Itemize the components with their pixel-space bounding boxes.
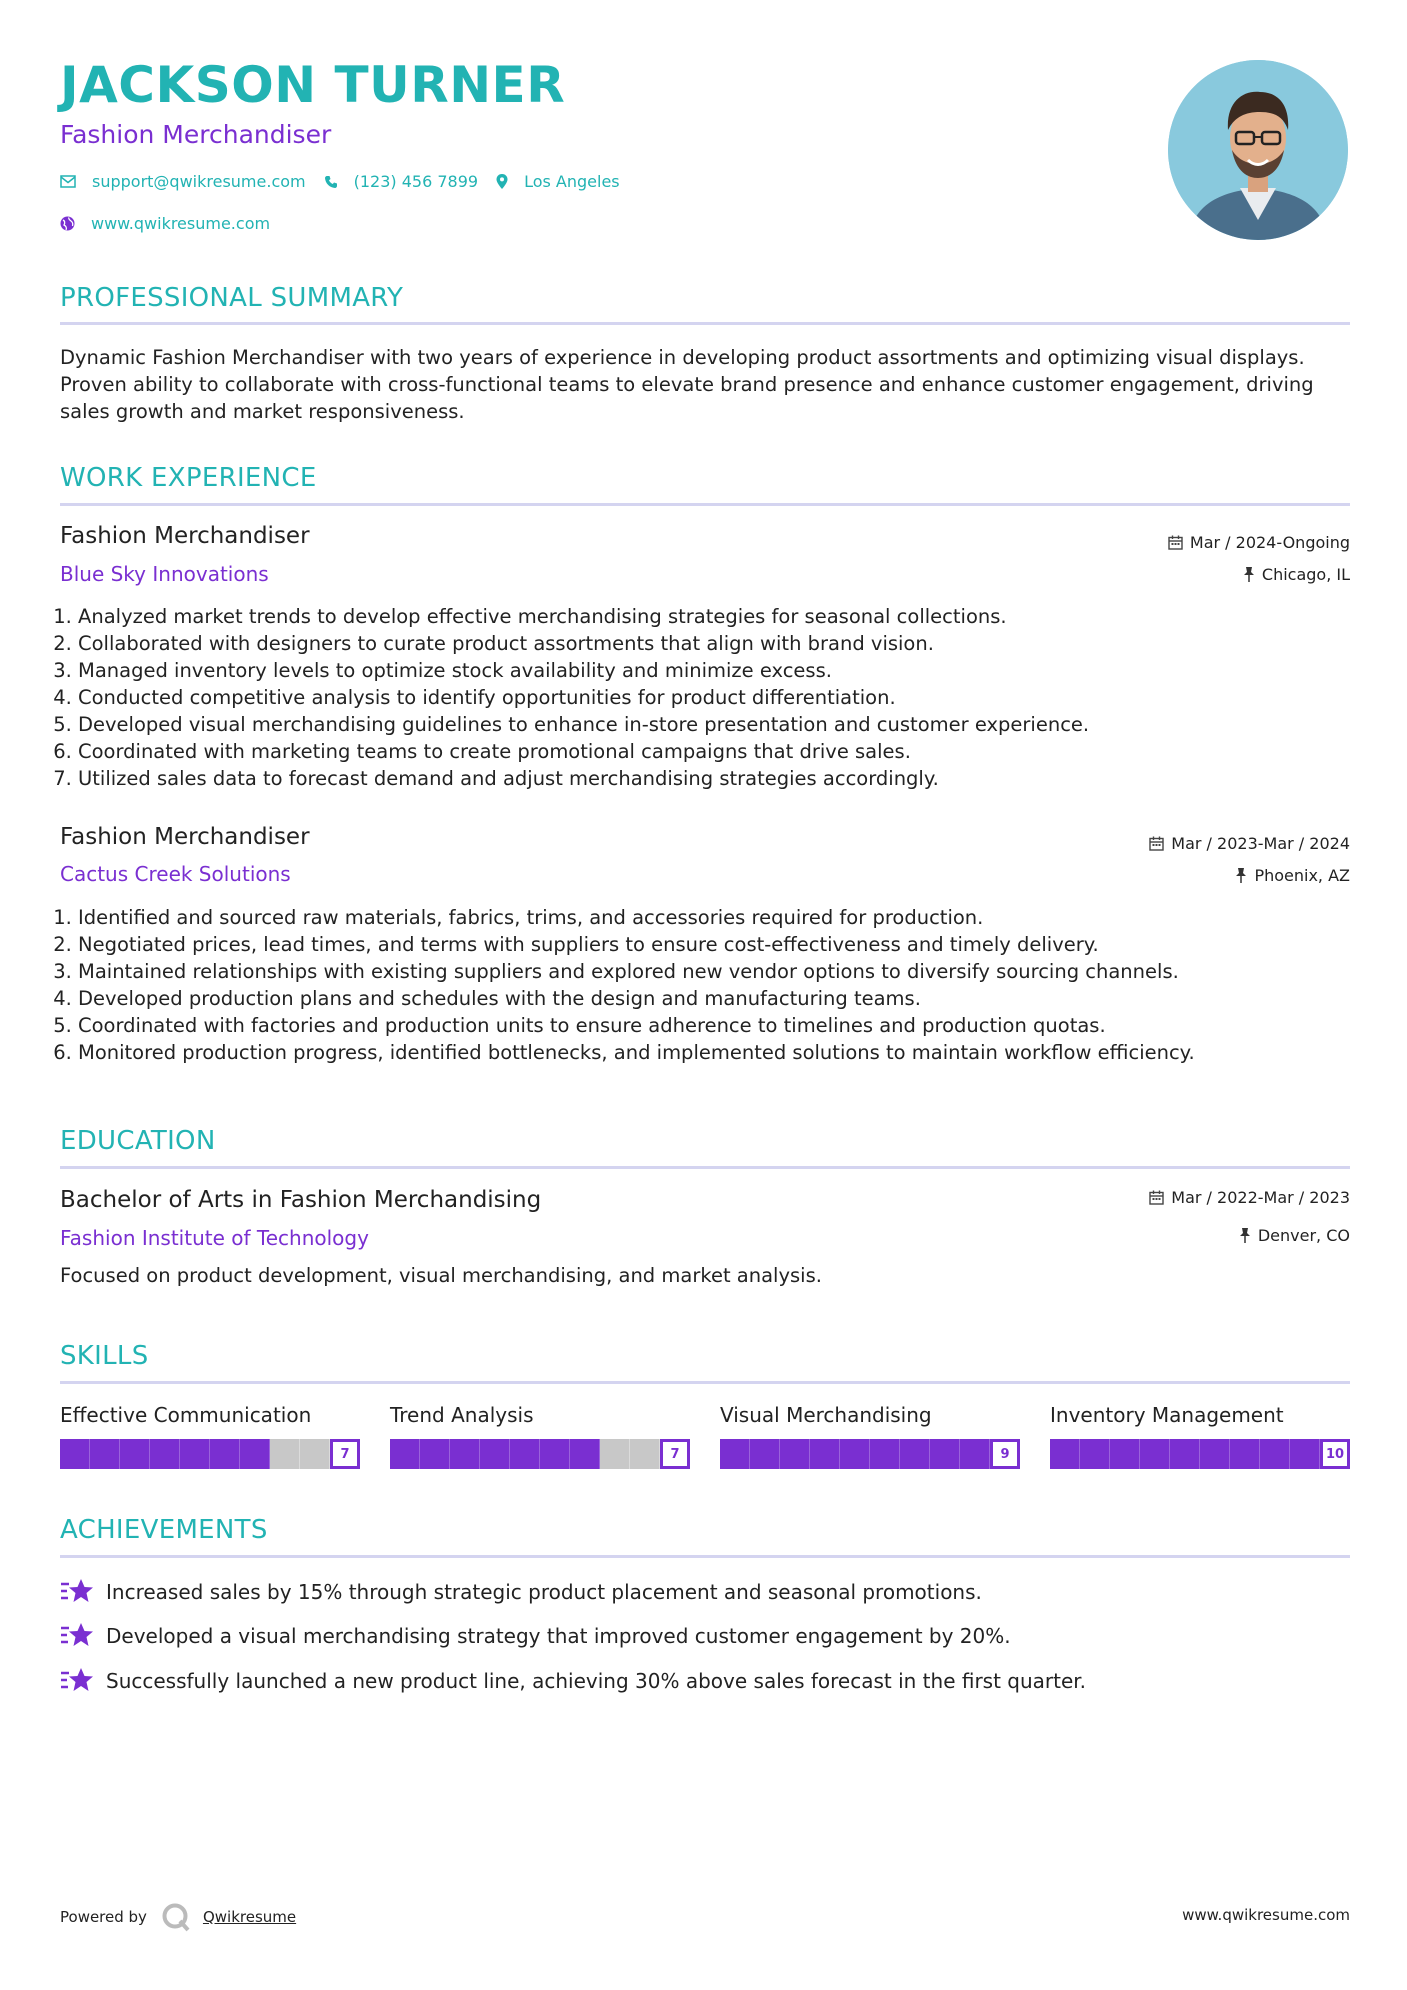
skill-segment <box>1110 1439 1140 1469</box>
skill-segment <box>930 1439 960 1469</box>
calendar-icon <box>1149 1190 1164 1205</box>
skill-level-badge: 7 <box>330 1439 360 1469</box>
skill-bar <box>720 1439 1020 1469</box>
skill-segment <box>150 1439 180 1469</box>
candidate-name: JACKSON TURNER <box>60 56 566 114</box>
list-item: 4. Conducted competitive analysis to identify opportunities for product differentiation. <box>78 684 1353 711</box>
education-divider <box>60 1166 1350 1169</box>
skill-segment <box>810 1439 840 1469</box>
skill-visual-merchandising <box>720 1403 1020 1469</box>
list-item: 4. Developed production plans and schedules with the design and manufacturing teams. <box>78 985 1353 1012</box>
job-1-dates <box>1168 533 1350 552</box>
skill-segment <box>1260 1439 1290 1469</box>
job-2-bullets <box>60 904 1353 1066</box>
skill-segment <box>540 1439 570 1469</box>
contact-website[interactable] <box>60 214 270 233</box>
skill-name: Effective Communication <box>60 1403 312 1427</box>
list-item: 3. Managed inventory levels to optimize stock availability and minimize excess. <box>78 657 1353 684</box>
achievement-text: Increased sales by 15% through strategic product placement and seasonal promotions. <box>106 1580 982 1604</box>
contact-location <box>496 172 620 191</box>
achievement-text: Developed a visual merchandising strategy that improved customer engagement by 20%. <box>106 1624 1011 1648</box>
education-location <box>1239 1226 1350 1245</box>
skill-segment <box>1050 1439 1080 1469</box>
skill-name: Inventory Management <box>1050 1403 1284 1427</box>
skill-segment <box>510 1439 540 1469</box>
job-2-location <box>1235 866 1350 885</box>
email-text: support@qwikresume.com <box>92 172 306 191</box>
skill-trend-analysis <box>390 1403 690 1469</box>
achievement-item <box>60 1578 982 1606</box>
skill-level-badge: 10 <box>1320 1439 1350 1469</box>
footer-powered-by <box>60 1902 296 1932</box>
skill-segment <box>1140 1439 1170 1469</box>
pushpin-icon <box>1235 868 1247 883</box>
list-item: 6. Monitored production progress, identified bottlenecks, and implemented solutions to maintain workflow efficiency. <box>78 1039 1353 1066</box>
achievement-text: Successfully launched a new product line, achieving 30% above sales forecast in the first quarter. <box>106 1669 1087 1693</box>
list-item: 3. Maintained relationships with existing suppliers and explored new vendor options to diversify sourcing channels. <box>78 958 1353 985</box>
website-text: www.qwikresume.com <box>91 214 271 233</box>
skill-bar <box>60 1439 360 1469</box>
job-2-location-text: Phoenix, AZ <box>1254 866 1350 885</box>
skill-segment <box>420 1439 450 1469</box>
skill-name: Trend Analysis <box>390 1403 534 1427</box>
pushpin-icon <box>1239 1228 1251 1243</box>
education-dates <box>1149 1188 1350 1207</box>
job-1-location-text: Chicago, IL <box>1261 565 1350 584</box>
education-degree: Bachelor of Arts in Fashion Merchandising <box>60 1187 542 1213</box>
calendar-icon <box>1149 836 1164 851</box>
job-1-location <box>1243 565 1350 584</box>
map-pin-icon <box>496 174 508 189</box>
skill-segment <box>450 1439 480 1469</box>
skill-level-badge: 7 <box>660 1439 690 1469</box>
summary-divider <box>60 322 1350 325</box>
skill-segment <box>60 1439 90 1469</box>
skill-segment <box>960 1439 990 1469</box>
skill-segment <box>600 1439 630 1469</box>
job-2-dates <box>1149 834 1350 853</box>
skill-segment <box>180 1439 210 1469</box>
skill-segment <box>750 1439 780 1469</box>
resume-page <box>60 0 1350 1990</box>
summary-heading: PROFESSIONAL SUMMARY <box>60 283 404 313</box>
skill-segment <box>1230 1439 1260 1469</box>
list-item: 2. Collaborated with designers to curate product assortments that align with brand vision. <box>78 630 1353 657</box>
skill-segment <box>240 1439 270 1469</box>
skill-segment <box>1170 1439 1200 1469</box>
star-icon <box>60 1622 94 1650</box>
skill-segment <box>120 1439 150 1469</box>
skill-level-badge: 9 <box>990 1439 1020 1469</box>
calendar-icon <box>1168 535 1183 550</box>
education-dates-text: Mar / 2022-Mar / 2023 <box>1171 1188 1350 1207</box>
skill-segment <box>870 1439 900 1469</box>
skill-segment <box>570 1439 600 1469</box>
skill-bar <box>390 1439 690 1469</box>
skill-segment <box>390 1439 420 1469</box>
education-location-text: Denver, CO <box>1257 1226 1350 1245</box>
job-1-bullets <box>60 603 1353 792</box>
skill-segment <box>630 1439 660 1469</box>
qwikresume-logo-icon <box>161 1902 191 1932</box>
education-heading: EDUCATION <box>60 1126 216 1156</box>
job-2-company: Cactus Creek Solutions <box>60 862 291 886</box>
skill-segment <box>900 1439 930 1469</box>
qwikresume-link[interactable]: Qwikresume <box>202 1908 297 1926</box>
profile-photo <box>1168 60 1348 240</box>
globe-icon <box>60 216 75 231</box>
achievements-heading: ACHIEVEMENTS <box>60 1515 268 1545</box>
education-description: Focused on product development, visual merchandising, and market analysis. <box>60 1264 822 1287</box>
education-school: Fashion Institute of Technology <box>60 1226 369 1250</box>
skill-segment <box>1290 1439 1320 1469</box>
achievements-divider <box>60 1555 1350 1558</box>
candidate-role: Fashion Merchandiser <box>60 120 332 149</box>
footer-website[interactable]: www.qwikresume.com <box>1182 1906 1350 1924</box>
skill-bar <box>1050 1439 1350 1469</box>
contact-email[interactable] <box>60 172 306 191</box>
job-1-dates-text: Mar / 2024-Ongoing <box>1189 533 1350 552</box>
skill-inventory-management <box>1050 1403 1350 1469</box>
skill-segment <box>210 1439 240 1469</box>
envelope-icon <box>60 175 76 188</box>
star-icon <box>60 1578 94 1606</box>
experience-heading: WORK EXPERIENCE <box>60 463 317 493</box>
list-item: 1. Identified and sourced raw materials, fabrics, trims, and accessories required for production. <box>78 904 1353 931</box>
achievement-item <box>60 1667 1086 1695</box>
skill-segment <box>300 1439 330 1469</box>
experience-divider <box>60 503 1350 506</box>
contact-row-2 <box>60 214 288 233</box>
skill-segment <box>90 1439 120 1469</box>
skill-segment <box>270 1439 300 1469</box>
skill-segment <box>780 1439 810 1469</box>
powered-by-label: Powered by <box>60 1908 147 1926</box>
skill-segment <box>840 1439 870 1469</box>
skill-segment <box>1200 1439 1230 1469</box>
achievement-item <box>60 1622 1011 1650</box>
job-2-dates-text: Mar / 2023-Mar / 2024 <box>1171 834 1350 853</box>
location-text: Los Angeles <box>524 172 620 191</box>
list-item: 2. Negotiated prices, lead times, and terms with suppliers to ensure cost-effectiveness and timely delivery. <box>78 931 1353 958</box>
job-1-title: Fashion Merchandiser <box>60 523 310 549</box>
star-icon <box>60 1667 94 1695</box>
list-item: 6. Coordinated with marketing teams to create promotional campaigns that drive sales. <box>78 738 1353 765</box>
contact-phone[interactable] <box>324 172 478 191</box>
list-item: 5. Coordinated with factories and production units to ensure adherence to timelines and production quotas. <box>78 1012 1353 1039</box>
phone-text: (123) 456 7899 <box>353 172 479 191</box>
phone-icon <box>324 175 338 189</box>
list-item: 5. Developed visual merchandising guidelines to enhance in-store presentation and customer experience. <box>78 711 1353 738</box>
list-item: 7. Utilized sales data to forecast demand and adjust merchandising strategies accordingly. <box>78 765 1353 792</box>
skill-segment <box>480 1439 510 1469</box>
skill-effective-communication <box>60 1403 360 1469</box>
skill-name: Visual Merchandising <box>720 1403 932 1427</box>
summary-text: Dynamic Fashion Merchandiser with two years of experience in developing product assortments and optimizing visual displays. Proven ability to collaborate with cross-functional teams to elevate brand presence and enhance customer engagement, driving sales growth and market responsiveness. <box>60 346 1314 423</box>
job-1-company: Blue Sky Innovations <box>60 562 269 586</box>
skill-segment <box>1080 1439 1110 1469</box>
skill-segment <box>720 1439 750 1469</box>
job-2-title: Fashion Merchandiser <box>60 824 310 850</box>
contact-row-1 <box>60 172 638 191</box>
list-item: 1. Analyzed market trends to develop effective merchandising strategies for seasonal collections. <box>78 603 1353 630</box>
pushpin-icon <box>1243 567 1255 582</box>
skills-heading: SKILLS <box>60 1341 149 1371</box>
skills-divider <box>60 1381 1350 1384</box>
